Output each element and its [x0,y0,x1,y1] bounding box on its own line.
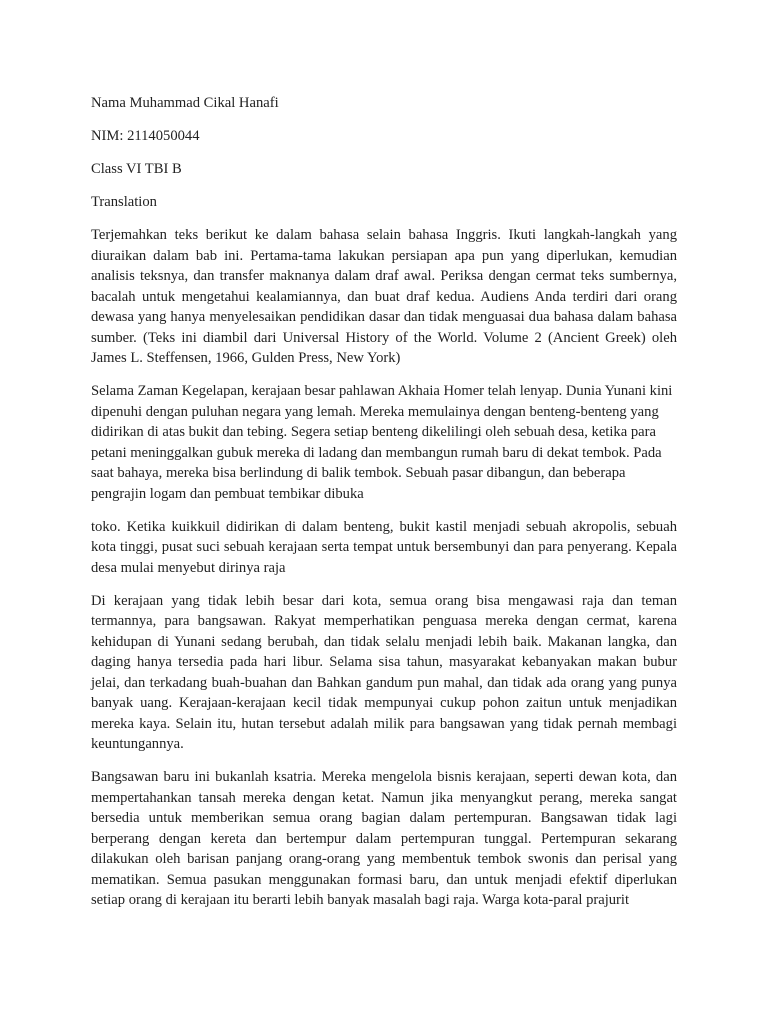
student-nim: NIM: 2114050044 [91,128,200,144]
paragraph-new-nobility: Bangsawan baru ini bukanlah ksatria. Mereka mengelola bisnis kerajaan, seperti dewan kota, dan mempertahankan tansah mereka dengan ketat. Namun jika menyangkut perang, mereka sangat bersedia untuk memberikan semua orang bagian dalam pertempuran. Bangsawan tidak lagi berperang dengan kereta dan bertempur dalam pertempuran tunggal. Pertempuran sekarang dilakukan oleh barisan panjang orang-orang yang membentuk tembok swonis dan perisal yang mematikan. Semua pasukan menggunakan formasi baru, dan untuk menjadi efektif diperlukan setiap orang di kerajaan itu berarti lebih banyak masalah bagi raja. Warga kota-paral prajurit [91,769,677,908]
student-class: Class VI TBI B [91,161,182,177]
paragraph-instructions: Terjemahkan teks berikut ke dalam bahasa selain bahasa Inggris. Ikuti langkah-langkah yang diuraikan dalam bab ini. Pertama-tama lakukan persiapan apa pun yang diperlukan, kemudian analisis teksnya, dan transfer maknanya dalam draf awal. Periksa dengan cermat teks sumbernya, bacalah untuk mengetahui kealamiannya, dan buat draf kedua. Audiens Anda terdiri dari orang dewasa yang hanya menyelesaikan pendidikan dasar dan tidak menguasai dua bahasa dalam bahasa sumber. (Teks ini diambil dari Universal History of the World. Volume 2 (Ancient Greek) oleh James L. Steffensen, 1966, Gulden Press, New York) [91,227,677,366]
subject-title: Translation [91,194,157,210]
document-body [91,93,677,923]
paragraph-acropolis: toko. Ketika kuikkuil didirikan di dalam benteng, bukit kastil menjadi sebuah akropolis, sebuah kota tinggi, pusat suci sebuah kerajaan serta tempat untuk bersembunyi dan para penyerang. Kepala desa mulai menyebut dirinya raja [91,518,677,576]
paragraph-dark-ages: Selama Zaman Kegelapan, kerajaan besar pahlawan Akhaia Homer telah lenyap. Dunia Yunani kini dipenuhi dengan puluhan negara yang lemah. Mereka memulainya dengan benteng-benteng yang didirikan di atas bukit dan tebing. Segera setiap benteng dikelilingi oleh sebuah desa, ketika para petani meninggalkan gubuk mereka di ladang dan membangun rumah baru di dekat tembok. Pada saat bahaya, mereka bisa berlindung di balik tembok. Sebuah pasar dibangun, dan beberapa pengrajin logam dan pembuat tembikar dibuka [91,383,673,502]
student-name: Nama Muhammad Cikal Hanafi [91,95,279,111]
paragraph-kingdom-life: Di kerajaan yang tidak lebih besar dari kota, semua orang bisa mengawasi raja dan teman termannya, para bangsawan. Rakyat memperhatikan penguasa mereka dengan cermat, karena kehidupan di Yunani sedang berubah, dan tidak selalu menjadi lebih baik. Makanan langka, dan daging hanya tersedia pada hari libur. Selama sisa tahun, masyarakat kebanyakan makan bubur jelai, dan terkadang buah-buahan dan Bahkan gandum pun mahal, dan tidak ada orang yang punya banyak uang. Kerajaan-kerajaan kecil tidak mempunyai cukup pohon zaitun untuk menjadikan mereka kaya. Selain itu, hutan tersebut adalah milik para bangsawan yang tidak pernah membagi keuntungannya. [91,592,677,752]
